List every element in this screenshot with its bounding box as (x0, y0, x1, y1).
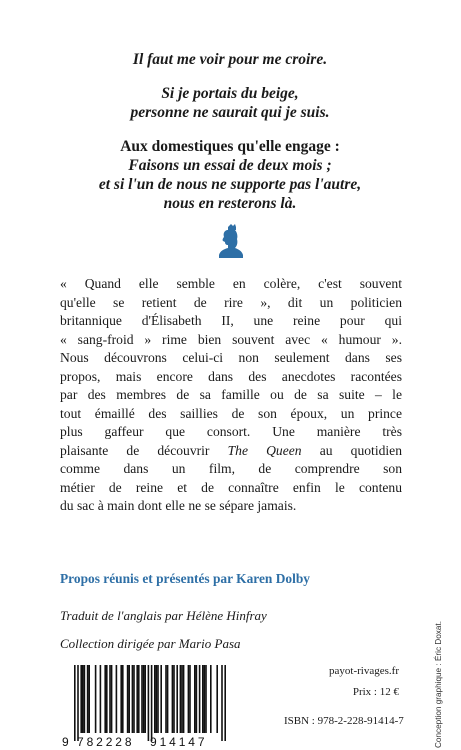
barcode-bar (180, 665, 182, 733)
quote-1 (30, 50, 430, 69)
barcode-bar (138, 665, 140, 733)
barcode-bar (224, 665, 226, 741)
barcode-digits-left: 782228 (77, 735, 135, 749)
publisher-website: payot-rivages.fr (329, 665, 399, 677)
barcode-bar (120, 665, 122, 733)
blurb-line: par des membres de sa famille ou de sa suite – le (60, 387, 402, 402)
quote-3-line-3: nous en resterons là. (163, 195, 297, 212)
blurb-line: tout émaillé des saillies de son époux, un prince (60, 405, 402, 421)
blurb-line: Nous découvrons celui-ci non seulement dans ses (60, 350, 402, 365)
blurb-line: qu'elle se retient de rire », dit un politicien (60, 294, 402, 310)
barcode-bar (80, 665, 82, 733)
barcode-bar (88, 665, 90, 733)
barcode-bar (144, 665, 146, 733)
barcode-bar (183, 665, 185, 733)
barcode-bar (202, 665, 204, 733)
collection-credit: Collection dirigée par Mario Pasa (60, 636, 241, 651)
barcode-bar (133, 665, 135, 733)
barcode-bar (157, 665, 159, 733)
barcode-bar (188, 665, 190, 733)
quote-3 (30, 137, 430, 213)
barcode-bar (136, 665, 138, 733)
barcode-bar (100, 665, 102, 733)
barcode-digit-lead: 9 (62, 735, 69, 749)
editor-credit: Propos réunis et présentés par Karen Dolby (60, 571, 310, 586)
blurb-line: britannique d'Élisabeth II, une reine pour qui (60, 313, 402, 328)
barcode-bar (84, 665, 86, 733)
barcode-bar (122, 665, 124, 733)
barcode-bar (95, 665, 97, 733)
isbn-label: ISBN : 978-2-228-91414-7 (284, 715, 404, 727)
barcode-bar (141, 665, 143, 733)
quote-3-line-2: et si l'un de nous ne supporte pas l'autre, (98, 176, 362, 193)
blurb-line: « Quand elle semble en colère, c'est souvent (60, 276, 402, 291)
barcode-bar (221, 665, 223, 741)
quote-3-intro: Aux domestiques qu'elle engage : (120, 138, 340, 155)
blurb-line: comme dans un film, de comprendre son (60, 461, 402, 476)
barcode-bar (160, 665, 162, 733)
barcode-bars (74, 665, 226, 741)
barcode-bar (148, 665, 150, 741)
barcode-digits-right: 914147 (150, 735, 208, 749)
barcode-bar (128, 665, 130, 733)
barcode-bar (205, 665, 207, 733)
barcode-bar (172, 665, 174, 733)
barcode-bar (210, 665, 212, 733)
barcode-bar (132, 665, 134, 733)
barcode-bar (154, 665, 156, 733)
barcode-bar (216, 665, 218, 733)
cover-quotes (30, 50, 430, 228)
barcode-bar (196, 665, 198, 733)
barcode-bar (127, 665, 129, 733)
design-credit: Conception graphique : Éric Doxat. (434, 621, 443, 748)
book-title: The Queen (227, 442, 302, 458)
blurb-line: métier de reine et de connaître enfin le contenu (60, 479, 402, 495)
barcode-bar (74, 665, 76, 741)
barcode-bar (167, 665, 169, 733)
blurb-text: au quotidien (319, 442, 402, 458)
barcode-bar (109, 665, 111, 733)
blurb-line: propos, mais encore dans des anecdotes racontées (60, 368, 402, 384)
barcode-bar (199, 665, 201, 733)
blurb-line: du sac à main dont elle ne se sépare jamais. (60, 498, 297, 513)
barcode-bar (204, 665, 206, 733)
barcode-bar (156, 665, 158, 733)
barcode-bar (176, 665, 178, 733)
barcode-bar (106, 665, 108, 733)
barcode-bar (194, 665, 196, 733)
blurb-line: « sang-froid » rime bien souvent avec « humour ». (60, 331, 402, 347)
back-cover-blurb (60, 275, 402, 516)
barcode-bar (181, 665, 183, 733)
quote-2 (30, 84, 430, 122)
barcode-bar (165, 665, 167, 733)
blurb-line (60, 442, 402, 461)
barcode-bar (77, 665, 79, 741)
quote-3-line-1: Faisons un essai de deux mois ; (128, 157, 332, 174)
barcode-bar (151, 665, 153, 741)
blurb-line: plus gaffeur que consort. Une manière très (60, 424, 402, 439)
barcode-bar (173, 665, 175, 733)
quote-2-line-1: Si je portais du beige, (161, 85, 299, 102)
queen-profile-silhouette-icon (218, 224, 244, 258)
barcode-bar (87, 665, 89, 733)
price-label: Prix : 12 € (352, 686, 399, 698)
quote-1-text: Il faut me voir pour me croire. (132, 51, 328, 68)
barcode-bar (189, 665, 191, 733)
blurb-text: plaisante de découvrir (60, 442, 210, 458)
barcode-bar (111, 665, 113, 733)
barcode-bar (82, 665, 84, 733)
barcode-bar (116, 665, 118, 733)
barcode (58, 663, 234, 749)
barcode-bar (143, 665, 145, 733)
translator-credit: Traduit de l'anglais par Hélène Hinfray (60, 608, 267, 623)
quote-2-line-2: personne ne saurait qui je suis. (130, 104, 330, 121)
barcode-bar (104, 665, 106, 733)
